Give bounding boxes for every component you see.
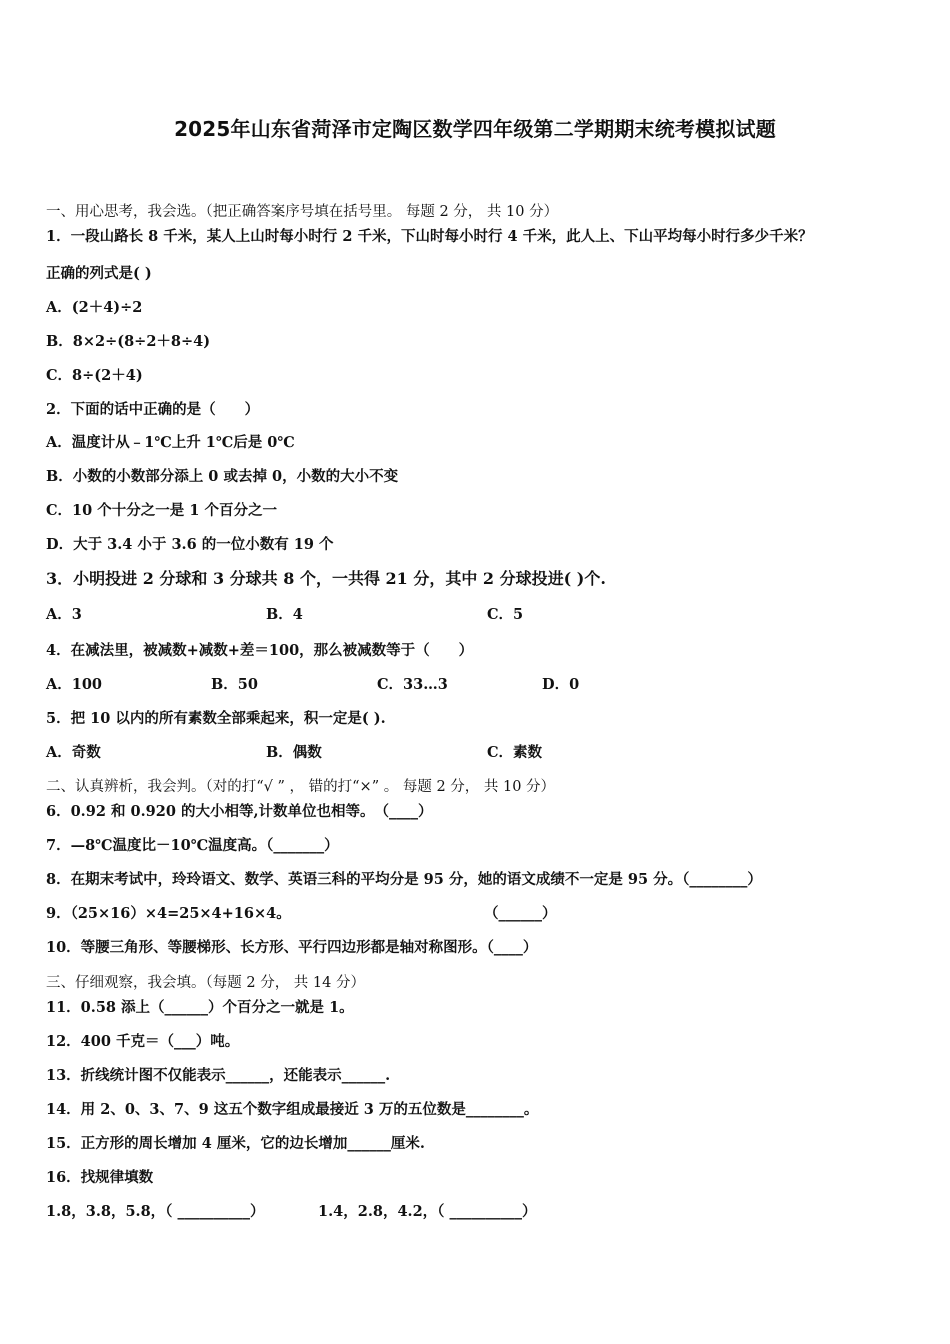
question-7: 7．—8℃温度比－10℃温度高。（_______） xyxy=(46,837,339,854)
question-14: 14．用 2、0、3、7、9 这五个数字组成最接近 3 万的五位数是________。 xyxy=(46,1101,539,1118)
question-11: 11．0.58 添上（______）个百分之一就是 1。 xyxy=(46,999,354,1016)
question-2: 2．下面的话中正确的是（ ） xyxy=(46,401,260,418)
question-16-sequence-b: 1.4，2.8，4.2，（ __________） xyxy=(318,1203,537,1220)
question-8: 8．在期末考试中，玲玲语文、数学、英语三科的平均分是 95 分，她的语文成绩不一定是 95 分。（________） xyxy=(46,871,762,888)
question-4: 4．在减法里，被减数+减数+差＝100，那么被减数等于（ ） xyxy=(46,642,474,659)
section-heading-3: 三、仔细观察，我会填。（每题 2 分， 共 14 分） xyxy=(46,975,365,991)
question-10: 10．等腰三角形、等腰梯形、长方形、平行四边形都是轴对称图形。（____） xyxy=(46,939,538,956)
question-12: 12．400 千克＝（___）吨。 xyxy=(46,1033,240,1050)
question-4-option-a: A．100 xyxy=(46,676,103,693)
question-1-option-a: A．(2＋4)÷2 xyxy=(46,299,143,316)
question-15: 15．正方形的周长增加 4 厘米，它的边长增加______厘米. xyxy=(46,1135,425,1152)
question-5: 5．把 10 以内的所有素数全部乘起来，积一定是( ). xyxy=(46,710,386,727)
question-2-option-c: C．10 个十分之一是 1 个百分之一 xyxy=(46,502,277,519)
question-3-option-b: B．4 xyxy=(266,606,303,623)
question-2-option-b: B．小数的小数部分添上 0 或去掉 0，小数的大小不变 xyxy=(46,468,399,485)
question-1-option-c: C．8÷(2＋4) xyxy=(46,367,143,384)
question-1: 1．一段山路长 8 千米，某人上山时每小时行 2 千米，下山时每小时行 4 千米，此人上、下山平均每小时行多少千米？ xyxy=(46,228,813,245)
page-title: 2025年山东省菏泽市定陶区数学四年级第二学期期末统考模拟试题 xyxy=(174,117,776,141)
question-5-option-a: A．奇数 xyxy=(46,744,101,761)
question-5-option-b: B．偶数 xyxy=(266,744,322,761)
section-heading-1: 一、用心思考，我会选。（把正确答案序号填在括号里。 每题 2 分， 共 10 分） xyxy=(46,204,559,220)
question-9: 9．（25×16）×4=25×4+16×4。 xyxy=(46,905,291,922)
section-heading-2: 二、认真辨析，我会判。（对的打“√ ” ， 错的打“×” 。 每题 2 分， 共 10 分） xyxy=(46,779,556,795)
question-2-option-a: A．温度计从﹣1℃上升 1℃后是 0℃ xyxy=(46,434,295,451)
question-2-option-d: D．大于 3.4 小于 3.6 的一位小数有 19 个 xyxy=(46,536,334,553)
question-3-option-a: A．3 xyxy=(46,606,82,623)
question-16-sequence-a: 1.8，3.8，5.8，（ __________） xyxy=(46,1203,265,1220)
question-4-option-b: B．50 xyxy=(211,676,258,693)
question-9-answer-blank: （______） xyxy=(484,905,557,922)
question-6: 6．0.92 和 0.920 的大小相等,计数单位也相等。 （____） xyxy=(46,803,433,820)
question-4-option-c: C．33…3 xyxy=(377,676,448,693)
question-1-option-b: B．8×2÷(8÷2＋8÷4) xyxy=(46,333,211,350)
question-5-option-c: C．素数 xyxy=(487,744,543,761)
question-16: 16．找规律填数 xyxy=(46,1169,154,1186)
question-3-option-c: C．5 xyxy=(487,606,524,623)
question-1-prompt: 正确的列式是( ) xyxy=(46,265,152,282)
question-4-option-d: D．0 xyxy=(542,676,580,693)
question-13: 13．折线统计图不仅能表示______，还能表示______. xyxy=(46,1067,391,1084)
question-3: 3．小明投进 2 分球和 3 分球共 8 个，一共得 21 分，其中 2 分球投进( )个. xyxy=(46,569,606,588)
